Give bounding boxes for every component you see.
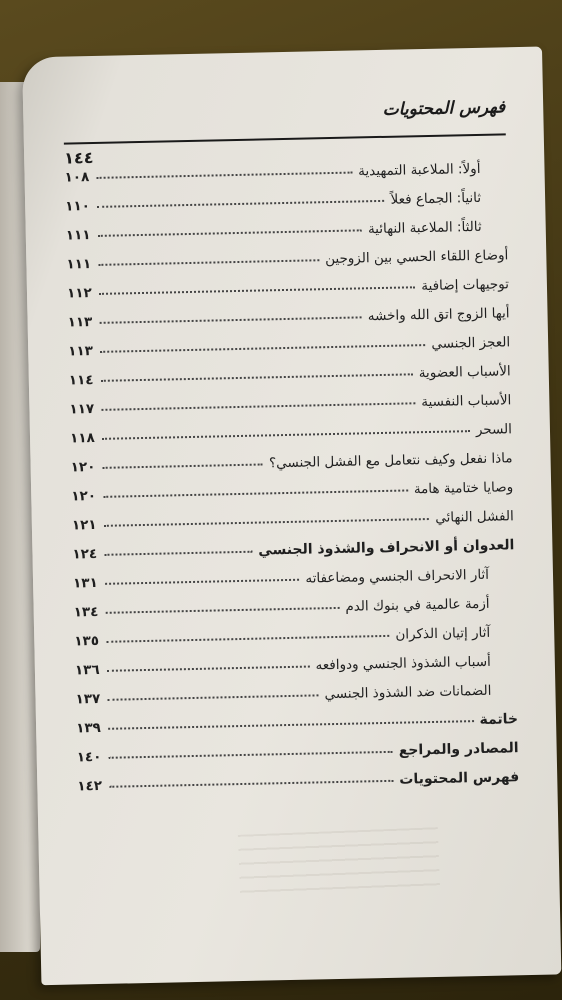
toc-entry-page: ١١٣ [67,314,93,331]
toc-leader-dots [97,199,384,208]
header-page-number: ١٤٤ [63,147,94,168]
toc-entry-page: ١٣٩ [75,719,102,737]
toc-entry-title: ماذا نفعل وكيف نتعامل مع الفشل الجنسي؟ [268,450,513,472]
toc-entry-title: آثار الانحراف الجنسي ومضاعفاته [305,566,490,587]
toc-entry-title: العدوان أو الانحراف والشذوذ الجنسي [258,537,515,559]
toc-entry-title: المصادر والمراجع [398,740,519,759]
toc-entry-page: ١٢٠ [70,459,96,476]
toc-leader-dots [104,517,429,527]
toc-leader-dots [107,665,310,672]
toc-entry-page: ١١٠ [65,198,91,215]
toc-leader-dots [99,285,415,295]
page-header [63,93,506,168]
toc-entry-page: ١٣٤ [73,603,99,621]
toc-entry-title: خاتمة [479,711,519,729]
toc-entry-page: ١٤٠ [76,748,102,766]
toc-leader-dots [103,462,263,468]
toc-entry-page: ١٢٠ [71,487,97,505]
book-page [22,47,561,986]
toc-leader-dots [108,719,473,730]
toc-entry-title: الفشل النهائي [435,508,514,526]
header-title: فهرس المحتويات [382,97,506,120]
toc-leader-dots [101,372,413,382]
toc-entry-title: أسباب الشذوذ الجنسي ودوافعه [315,653,491,674]
toc-leader-dots [105,578,299,585]
toc-leader-dots [107,693,318,700]
toc-entry-page: ١٣٧ [75,690,101,708]
toc-entry-page: ١٢١ [71,516,97,534]
toc-entry-title: ثالثاً: الملاعبة النهائية [367,218,482,238]
toc-leader-dots [104,550,252,556]
toc-leader-dots [102,429,470,440]
toc-entry-title: السحر [475,421,513,439]
toc-entry-title: أزمة عالمية في بنوك الدم [345,595,490,615]
toc-entry-page: ١٣٦ [74,661,100,679]
toc-entry-title: ثانياً: الجماع فعلاً [390,189,482,208]
toc-entry-title: أولاً: الملاعبة التمهيدية [358,160,481,180]
toc-entry-title: أيها الزوج اتق الله واخشه [367,305,510,325]
toc-entry-title: الضمانات ضد الشذوذ الجنسي [324,682,492,703]
toc-entry-title: وصايا ختامية هامة [413,479,514,498]
toc-leader-dots [106,634,389,643]
toc-entry-title: آثار إتيان الذكران [395,624,491,643]
toc-entry-page: ١١٨ [69,430,95,447]
toc-entry-page: ١٤٢ [77,777,103,795]
toc-entry-page: ١٠٨ [64,169,90,186]
toc-leader-dots [106,606,340,614]
toc-entry-page: ١١١ [66,256,92,273]
toc-entry-page: ١١٢ [66,285,92,302]
toc-leader-dots [101,401,415,411]
toc-entry-title: العجز الجنسي [431,334,511,352]
toc-entry-page: ١٣٥ [74,632,100,650]
toc-leader-dots [97,171,353,179]
toc-entry-page: ١٢٤ [72,545,98,563]
toc-entry-title: الأسباب العضوية [418,363,511,382]
table-of-contents [64,147,519,794]
toc-entry-page: ١١٣ [68,343,94,360]
toc-entry-title: الأسباب النفسية [421,392,512,411]
toc-entry-page: ١١٧ [69,401,95,418]
toc-entry-page: ١١١ [65,227,91,244]
toc-leader-dots [109,779,393,788]
toc-leader-dots [100,343,425,353]
toc-leader-dots [103,488,408,497]
toc-entry-page: ١١٤ [68,372,94,389]
toc-leader-dots [98,228,362,237]
toc-leader-dots [109,750,393,759]
toc-entry-title: فهرس المحتويات [399,769,520,788]
toc-entry-title: توجيهات إضافية [421,276,510,295]
toc-entry-page: ١٣١ [72,574,98,592]
toc-leader-dots [100,315,362,323]
bleed-through-text [238,827,440,895]
toc-leader-dots [98,258,319,266]
toc-entry-title: أوضاع اللقاء الحسي بين الزوجين [324,247,509,268]
